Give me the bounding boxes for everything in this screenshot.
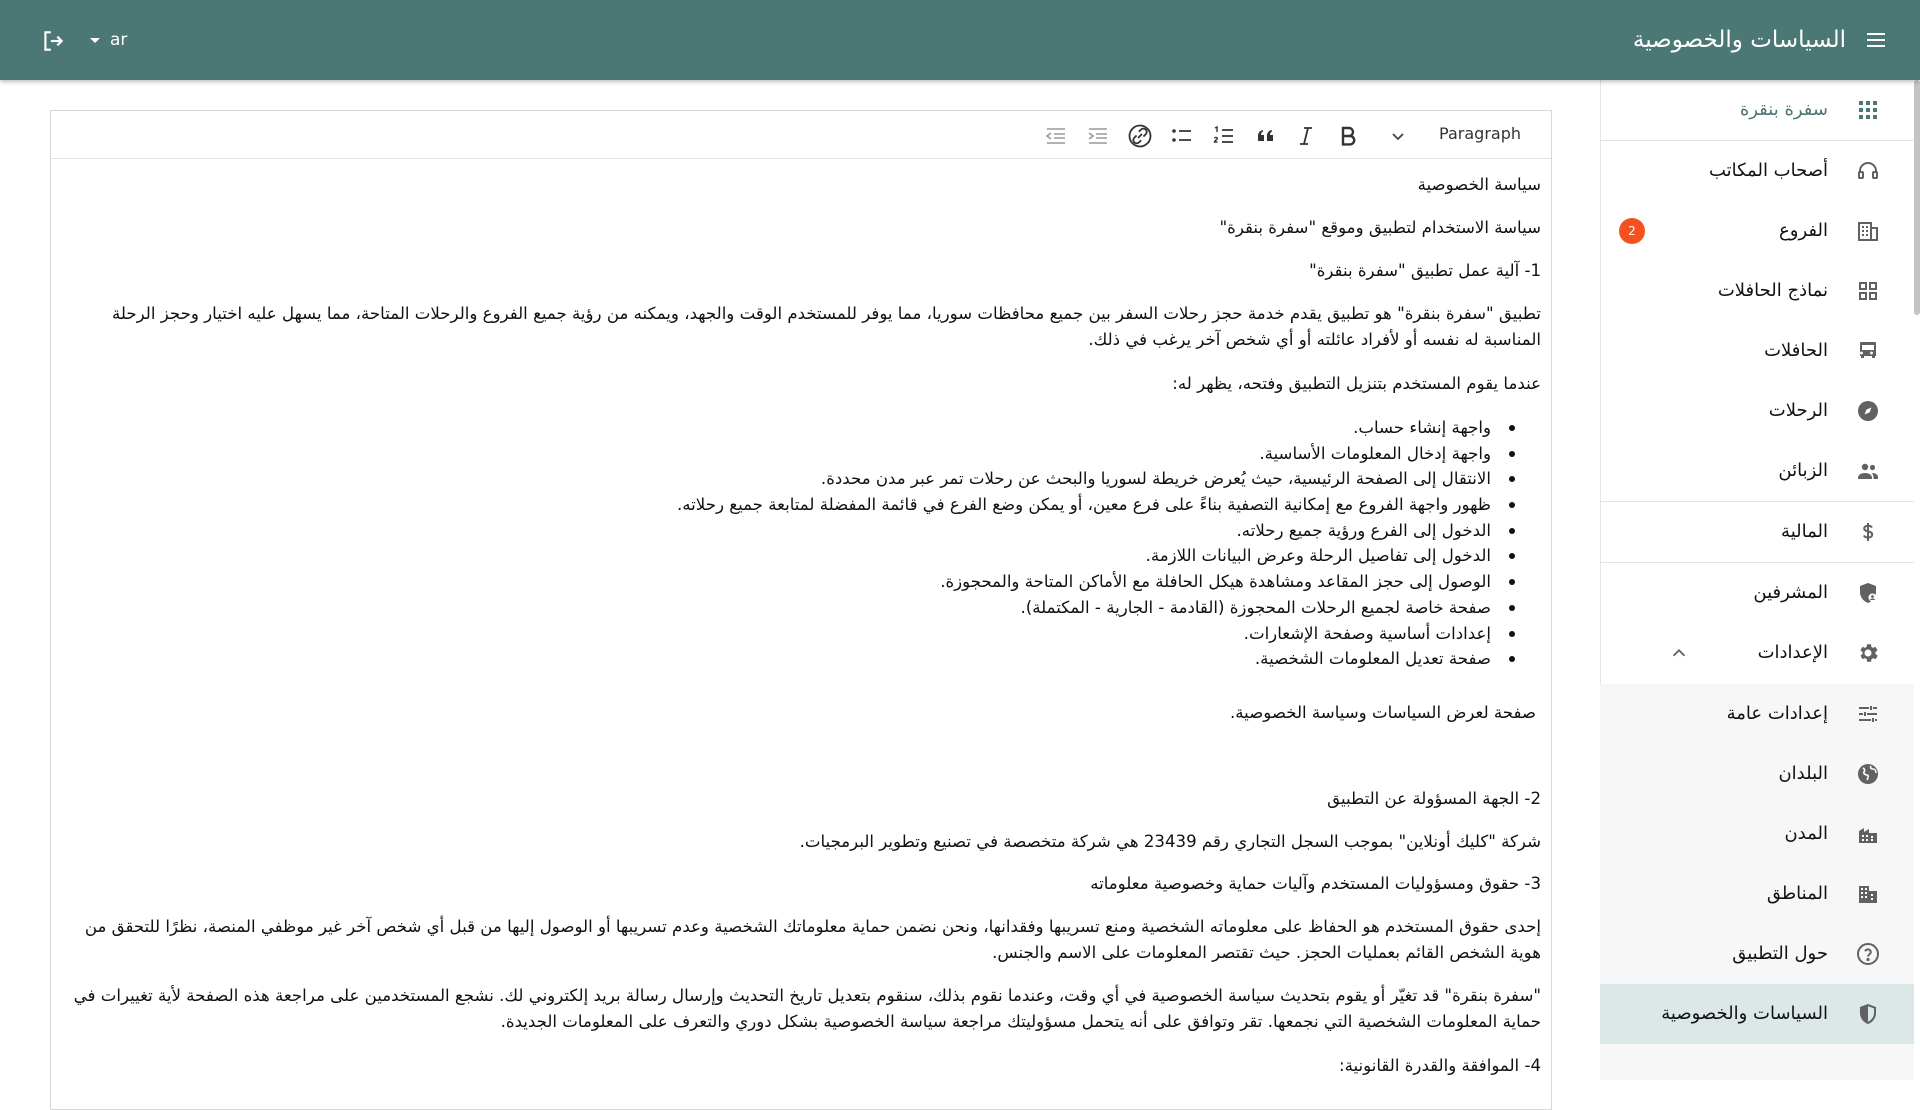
block-format-select[interactable]: Paragraph <box>1439 124 1521 143</box>
language-select[interactable] <box>88 26 127 54</box>
section-heading: 1- آلية عمل تطبيق "سفرة بنقرة" <box>1309 261 1541 280</box>
list-item: الدخول إلى تفاصيل الرحلة وعرض البيانات اللازمة. <box>91 543 1491 569</box>
building-icon <box>1856 219 1880 243</box>
apps-grid-icon <box>1856 98 1880 122</box>
paragraph: صفحة لعرض السياسات وسياسة الخصوصية. <box>1230 703 1536 722</box>
bold-button[interactable] <box>1335 123 1361 149</box>
chevron-down-icon[interactable] <box>1389 127 1407 145</box>
sidebar-item-countries[interactable] <box>1600 744 1914 804</box>
paragraph: سياسة الاستخدام لتطبيق وموقع "سفرة بنقرة" <box>1219 218 1541 237</box>
shield-icon <box>1856 1002 1880 1026</box>
outdent-button[interactable] <box>1043 123 1069 149</box>
grid-icon <box>1856 279 1880 303</box>
sidebar-item-finance[interactable] <box>1600 502 1914 562</box>
sidebar-item-bus-models[interactable] <box>1600 261 1914 321</box>
bus-icon <box>1856 339 1880 363</box>
sidebar-item-cities[interactable] <box>1600 804 1914 864</box>
numbered-list-button[interactable] <box>1211 123 1237 149</box>
sidebar-item-label: المالية <box>1781 521 1828 542</box>
sidebar-item-policies[interactable] <box>1600 984 1914 1044</box>
sidebar-item-about[interactable] <box>1600 924 1914 984</box>
paragraph: تطبيق "سفرة بنقرة" هو تطبيق يقدم خدمة حجز رحلات السفر بين جميع محافظات سوريا، مما يوفر للمستخدم الوقت والجهد، ويمكنه من رؤية جميع الفروع والرحلات المتاحة، مما يسهل عليه اختيار وحجز الرحلة المناسبة له نفسه أو لأفراد عائلته أو أي شخص آخر يرغب في ذلك. <box>111 304 1541 349</box>
sidebar-item-label: الإعدادات <box>1757 642 1828 663</box>
list-item: صفحة تعديل المعلومات الشخصية. <box>91 646 1491 672</box>
sidebar-item-label: الفروع <box>1779 220 1828 241</box>
sidebar-item-trips[interactable] <box>1600 381 1914 441</box>
list-item: واجهة إنشاء حساب. <box>91 415 1491 441</box>
sidebar-item-settings[interactable] <box>1600 623 1914 683</box>
bulleted-list-button[interactable] <box>1169 123 1195 149</box>
top-app-bar <box>0 0 1920 80</box>
sidebar-item-customers[interactable] <box>1600 441 1914 501</box>
sidebar-item-label: المدن <box>1784 823 1828 844</box>
sidebar-item-label: البلدان <box>1778 763 1828 784</box>
tune-icon <box>1856 702 1880 726</box>
people-icon <box>1856 459 1880 483</box>
sidebar-item-areas[interactable] <box>1600 864 1914 924</box>
sidebar-item-general-settings[interactable] <box>1600 684 1914 744</box>
blockquote-button[interactable] <box>1253 123 1279 149</box>
list-item: ظهور واجهة الفروع مع إمكانية التصفية بناءً على فرع معين، أو يمكن وضع الفرع في قائمة المفضلة لمتابعة جميع رحلاته. <box>91 492 1491 518</box>
list-item: إعدادات أساسية وصفحة الإشعارات. <box>91 621 1491 647</box>
list-item: صفحة خاصة لجميع الرحلات المحجوزة (القادمة - الجارية - المكتملة). <box>91 595 1491 621</box>
page-title: السياسات والخصوصية <box>1632 27 1846 53</box>
sidebar-item-label: المناطق <box>1766 883 1828 904</box>
paragraph: عندما يقوم المستخدم بتنزيل التطبيق وفتحه، يظهر له: <box>1172 374 1541 393</box>
list-item: الانتقال إلى الصفحة الرئيسية، حيث يُعرض خريطة لسوريا والبحث عن رحلات تمر عبر مدن محددة. <box>91 466 1491 492</box>
link-button[interactable] <box>1127 123 1153 149</box>
chevron-up-icon[interactable] <box>1668 642 1690 664</box>
sidebar-item-buses[interactable] <box>1600 321 1914 381</box>
globe-icon <box>1856 762 1880 786</box>
sidebar-item-label: حول التطبيق <box>1732 943 1828 964</box>
gear-icon <box>1856 641 1880 665</box>
paragraph: شركة "كليك أونلاين" بموجب السجل التجاري رقم 23439 هي شركة متخصصة في تصنيع وتطوير البرمجيات. <box>799 832 1541 851</box>
dollar-icon <box>1856 520 1880 544</box>
sidebar-brand[interactable] <box>1600 80 1914 140</box>
list-item: واجهة إدخال المعلومات الأساسية. <box>91 441 1491 467</box>
logout-icon[interactable] <box>40 28 66 54</box>
city-icon <box>1856 822 1880 846</box>
sidebar-item-office-owners[interactable] <box>1600 141 1914 201</box>
menu-icon[interactable] <box>1864 28 1888 52</box>
area-icon <box>1856 882 1880 906</box>
help-icon <box>1856 942 1880 966</box>
sidebar-scrollbar[interactable] <box>1914 80 1920 315</box>
caret-down-icon <box>88 33 102 47</box>
sidebar-item-label: نماذج الحافلات <box>1717 280 1828 301</box>
compass-icon <box>1856 399 1880 423</box>
features-list <box>91 415 1491 672</box>
paragraph: إحدى حقوق المستخدم هو الحفاظ على معلوماته الشخصية ومنع تسريبها وفقدانها، ونحن نضمن حماية معلوماتك الشخصية وعدم تسريبها أو الوصول إليها من قبل أي شخص آخر غير موظفي المنصة، نظرًا للتحقق من هوية الشخص القائم بعمليات الحجز. حيث تقتصر المعلومات على الاسم والجنس. <box>84 917 1541 962</box>
sidebar-item-label: الحافلات <box>1764 340 1828 361</box>
sidebar-item-label: الرحلات <box>1768 400 1828 421</box>
branches-badge: 2 <box>1619 218 1645 244</box>
section-heading: 3- حقوق ومسؤوليات المستخدم وآليات حماية وخصوصية معلوماته <box>1090 874 1541 893</box>
indent-button[interactable] <box>1085 123 1111 149</box>
sidebar-item-supervisors[interactable] <box>1600 563 1914 623</box>
sidebar <box>1600 80 1920 1080</box>
sidebar-brand-label: سفرة بنقرة <box>1739 99 1828 120</box>
sidebar-item-label: الزبائن <box>1778 460 1828 481</box>
sidebar-item-label: أصحاب المكاتب <box>1708 160 1828 181</box>
list-item: الوصول إلى حجز المقاعد ومشاهدة هيكل الحافلة مع الأماكن المتاحة والمحجوزة. <box>91 569 1491 595</box>
heading-privacy-policy: سياسة الخصوصية <box>1417 175 1541 194</box>
list-item: الدخول إلى الفرع ورؤية جميع رحلاته. <box>91 518 1491 544</box>
rich-text-editor <box>50 110 1552 1110</box>
editor-content[interactable] <box>51 159 1551 1109</box>
italic-button[interactable] <box>1293 123 1319 149</box>
sidebar-item-label: السياسات والخصوصية <box>1661 1003 1828 1024</box>
editor-toolbar <box>51 111 1551 159</box>
section-heading: 2- الجهة المسؤولة عن التطبيق <box>1327 789 1541 808</box>
sidebar-item-label: المشرفين <box>1753 582 1828 603</box>
admin-shield-icon <box>1856 581 1880 605</box>
headset-icon <box>1856 159 1880 183</box>
paragraph: "سفرة بنقرة" قد تغيّر أو يقوم بتحديث سياسة الخصوصية في أي وقت، وعندما نقوم بذلك، سنقوم بتعديل تاريخ التحديث وإرسال رسالة بريد إلكتروني لك. نشجع المستخدمين على مراجعة هذه الصفحة لأية تغييرات في حماية المعلومات الشخصية التي نجمعها. تقر وتوافق على أنه يتحمل مسؤوليتك مراجعة سياسة الخصوصية بشكل دوري والتعرف على المعلومات الجديدة. <box>73 986 1541 1031</box>
sidebar-item-branches[interactable] <box>1600 201 1914 261</box>
sidebar-item-label: إعدادات عامة <box>1726 703 1828 724</box>
section-heading: 4- الموافقة والقدرة القانونية: <box>1339 1056 1541 1075</box>
language-value: ar <box>110 30 128 50</box>
